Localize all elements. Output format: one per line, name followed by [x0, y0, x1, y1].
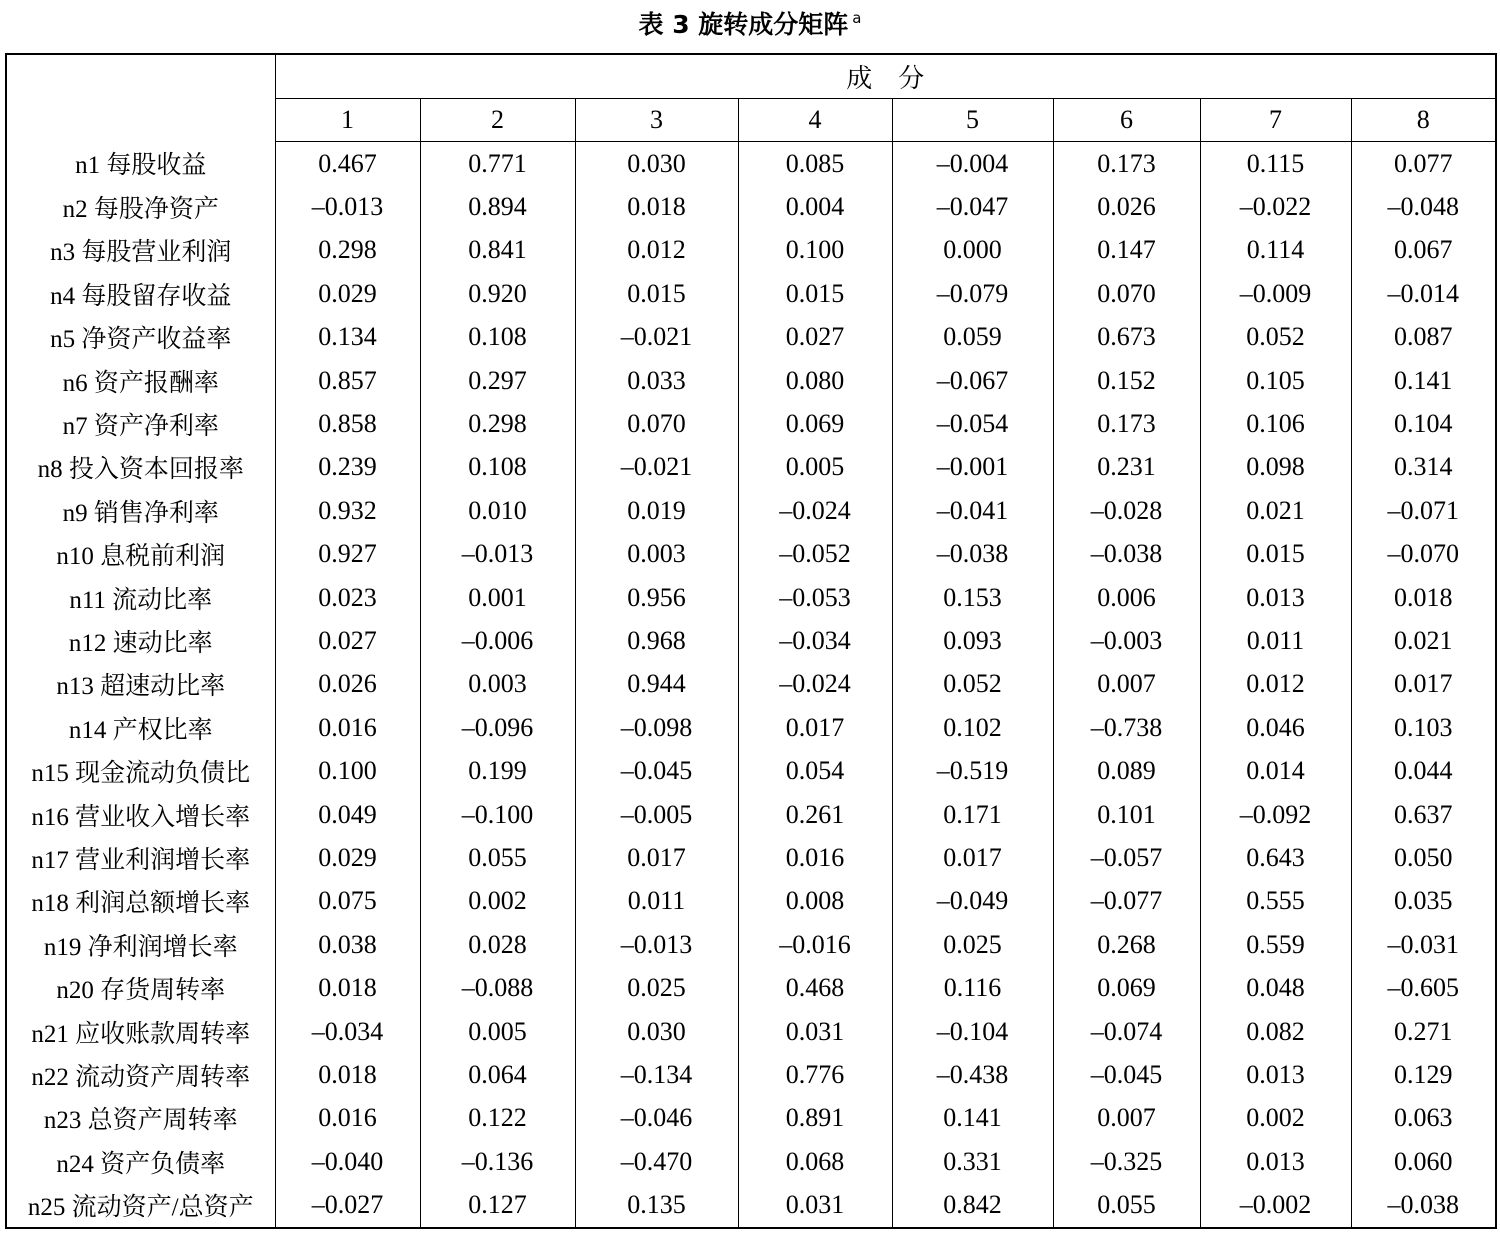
- loading-value-cell: 0.011: [1200, 619, 1351, 662]
- loading-value-cell: 0.114: [1200, 229, 1351, 272]
- loading-value-cell: 0.116: [892, 966, 1053, 1009]
- loading-value-cell: 0.035: [1351, 880, 1496, 923]
- column-header: 7: [1200, 99, 1351, 142]
- loading-value-cell: 0.055: [1053, 1183, 1200, 1227]
- row-label: n13 超速动比率: [56, 673, 226, 701]
- column-header: 2: [420, 99, 575, 142]
- loading-value-cell: 0.028: [420, 923, 575, 966]
- loading-value-cell: –0.013: [275, 185, 420, 228]
- loading-value-cell: 0.468: [738, 966, 892, 1009]
- loading-value-cell: –0.024: [738, 663, 892, 706]
- table-row: [6, 880, 1496, 923]
- column-header: 5: [892, 99, 1053, 142]
- loading-value-cell: 0.134: [275, 316, 420, 359]
- loading-value-cell: 0.268: [1053, 923, 1200, 966]
- loading-value-cell: 0.067: [1351, 229, 1496, 272]
- table-row: [6, 1010, 1496, 1053]
- loading-value-cell: 0.027: [275, 619, 420, 662]
- loading-value-cell: 0.135: [575, 1183, 738, 1227]
- row-label: n14 产权比率: [68, 716, 213, 744]
- loading-value-cell: –0.004: [892, 142, 1053, 186]
- loading-value-cell: 0.771: [420, 142, 575, 186]
- loading-value-cell: 0.082: [1200, 1010, 1351, 1053]
- loading-value-cell: 0.173: [1053, 142, 1200, 186]
- loading-value-cell: 0.894: [420, 185, 575, 228]
- loading-value-cell: 0.044: [1351, 749, 1496, 792]
- loading-value-cell: 0.030: [575, 1010, 738, 1053]
- loading-value-cell: 0.017: [892, 836, 1053, 879]
- loading-value-cell: –0.009: [1200, 272, 1351, 315]
- row-label: n21 应收账款周转率: [31, 1020, 251, 1048]
- loading-value-cell: 0.001: [420, 576, 575, 619]
- loading-value-cell: 0.017: [1351, 663, 1496, 706]
- loading-value-cell: 0.052: [1200, 316, 1351, 359]
- loading-value-cell: –0.325: [1053, 1140, 1200, 1183]
- loading-value-cell: 0.012: [575, 229, 738, 272]
- row-label: n10 息税前利润: [56, 543, 226, 571]
- loading-value-cell: 0.298: [275, 229, 420, 272]
- loading-value-cell: 0.055: [420, 836, 575, 879]
- table-body: [6, 142, 1496, 1228]
- loading-value-cell: 0.018: [275, 966, 420, 1009]
- loading-value-cell: 0.030: [575, 142, 738, 186]
- loading-value-cell: 0.152: [1053, 359, 1200, 402]
- loading-value-cell: –0.047: [892, 185, 1053, 228]
- loading-value-cell: –0.006: [420, 619, 575, 662]
- loading-value-cell: 0.013: [1200, 576, 1351, 619]
- loading-value-cell: 0.013: [1200, 1053, 1351, 1096]
- loading-value-cell: 0.005: [420, 1010, 575, 1053]
- loading-value-cell: 0.023: [275, 576, 420, 619]
- loading-value-cell: 0.927: [275, 533, 420, 576]
- loading-value-cell: 0.054: [738, 749, 892, 792]
- loading-value-cell: –0.021: [575, 446, 738, 489]
- loading-value-cell: –0.038: [1053, 533, 1200, 576]
- loading-value-cell: 0.059: [892, 316, 1053, 359]
- loading-value-cell: –0.054: [892, 402, 1053, 445]
- loading-value-cell: 0.002: [1200, 1097, 1351, 1140]
- loading-value-cell: 0.002: [420, 880, 575, 923]
- row-label: n3 每股营业利润: [50, 239, 232, 267]
- column-header: 4: [738, 99, 892, 142]
- row-label: n6 资产报酬率: [62, 369, 219, 397]
- loading-value-cell: 0.063: [1351, 1097, 1496, 1140]
- loading-value-cell: 0.004: [738, 185, 892, 228]
- loading-value-cell: 0.920: [420, 272, 575, 315]
- loading-value-cell: 0.070: [575, 402, 738, 445]
- loading-value-cell: –0.041: [892, 489, 1053, 532]
- loading-value-cell: 0.031: [738, 1183, 892, 1227]
- loading-value-cell: 0.052: [892, 663, 1053, 706]
- loading-value-cell: –0.057: [1053, 836, 1200, 879]
- loading-value-cell: 0.017: [738, 706, 892, 749]
- loading-value-cell: 0.555: [1200, 880, 1351, 923]
- loading-value-cell: –0.738: [1053, 706, 1200, 749]
- loading-value-cell: 0.018: [575, 185, 738, 228]
- loading-value-cell: –0.005: [575, 793, 738, 836]
- loading-value-cell: –0.027: [275, 1183, 420, 1227]
- loading-value-cell: 0.127: [420, 1183, 575, 1227]
- loading-value-cell: –0.031: [1351, 923, 1496, 966]
- row-label: n22 流动资产周转率: [31, 1063, 251, 1091]
- loading-value-cell: 0.098: [1200, 446, 1351, 489]
- loading-value-cell: –0.096: [420, 706, 575, 749]
- loading-value-cell: 0.103: [1351, 706, 1496, 749]
- loading-value-cell: 0.141: [892, 1097, 1053, 1140]
- loading-value-cell: 0.007: [1053, 663, 1200, 706]
- loading-value-cell: –0.092: [1200, 793, 1351, 836]
- loading-value-cell: –0.519: [892, 749, 1053, 792]
- loading-value-cell: –0.016: [738, 923, 892, 966]
- loading-value-cell: –0.605: [1351, 966, 1496, 1009]
- loading-value-cell: 0.147: [1053, 229, 1200, 272]
- loading-value-cell: 0.559: [1200, 923, 1351, 966]
- table-row: [6, 663, 1496, 706]
- loading-value-cell: –0.038: [892, 533, 1053, 576]
- table-row: [6, 185, 1496, 228]
- loading-value-cell: 0.261: [738, 793, 892, 836]
- loading-value-cell: 0.129: [1351, 1053, 1496, 1096]
- row-label: n19 净利润增长率: [43, 933, 238, 961]
- loading-value-cell: 0.173: [1053, 402, 1200, 445]
- loading-value-cell: 0.013: [1200, 1140, 1351, 1183]
- loading-value-cell: 0.075: [275, 880, 420, 923]
- loading-value-cell: 0.016: [275, 706, 420, 749]
- loading-value-cell: –0.077: [1053, 880, 1200, 923]
- loading-value-cell: 0.331: [892, 1140, 1053, 1183]
- loading-value-cell: 0.077: [1351, 142, 1496, 186]
- loading-value-cell: 0.021: [1351, 619, 1496, 662]
- row-label: n18 利润总额增长率: [31, 890, 251, 918]
- loading-value-cell: 0.122: [420, 1097, 575, 1140]
- loading-value-cell: 0.007: [1053, 1097, 1200, 1140]
- loading-value-cell: –0.046: [575, 1097, 738, 1140]
- loading-value-cell: 0.100: [738, 229, 892, 272]
- loading-value-cell: 0.046: [1200, 706, 1351, 749]
- row-label: n24 资产负债率: [56, 1150, 226, 1178]
- loading-value-cell: –0.038: [1351, 1183, 1496, 1227]
- loading-value-cell: 0.025: [892, 923, 1053, 966]
- loading-value-cell: 0.069: [1053, 966, 1200, 1009]
- column-header: 3: [575, 99, 738, 142]
- column-header: 6: [1053, 99, 1200, 142]
- loading-value-cell: 0.841: [420, 229, 575, 272]
- loading-value-cell: 0.070: [1053, 272, 1200, 315]
- loading-value-cell: 0.108: [420, 316, 575, 359]
- loading-value-cell: –0.049: [892, 880, 1053, 923]
- loading-value-cell: 0.064: [420, 1053, 575, 1096]
- loading-value-cell: 0.087: [1351, 316, 1496, 359]
- row-label: n2 每股净资产: [62, 196, 219, 224]
- table-row: [6, 706, 1496, 749]
- loading-value-cell: 0.018: [1351, 576, 1496, 619]
- loading-value-cell: 0.100: [275, 749, 420, 792]
- loading-value-cell: 0.858: [275, 402, 420, 445]
- table-row: [6, 316, 1496, 359]
- table-row: [6, 446, 1496, 489]
- loading-value-cell: –0.001: [892, 446, 1053, 489]
- table-title: [0, 0, 1500, 40]
- loading-value-cell: 0.105: [1200, 359, 1351, 402]
- loading-value-cell: 0.050: [1351, 836, 1496, 879]
- loading-value-cell: 0.025: [575, 966, 738, 1009]
- table-row: [6, 966, 1496, 1009]
- loading-value-cell: 0.199: [420, 749, 575, 792]
- table-header: [6, 54, 1496, 142]
- loading-value-cell: –0.438: [892, 1053, 1053, 1096]
- table-row: [6, 229, 1496, 272]
- loading-value-cell: 0.003: [420, 663, 575, 706]
- loading-value-cell: 0.016: [275, 1097, 420, 1140]
- loading-value-cell: 0.049: [275, 793, 420, 836]
- loading-value-cell: –0.053: [738, 576, 892, 619]
- loading-value-cell: –0.021: [575, 316, 738, 359]
- row-label: n17 营业利润增长率: [31, 846, 251, 874]
- loading-value-cell: –0.022: [1200, 185, 1351, 228]
- loading-value-cell: 0.031: [738, 1010, 892, 1053]
- loading-value-cell: –0.040: [275, 1140, 420, 1183]
- loading-value-cell: –0.088: [420, 966, 575, 1009]
- loading-value-cell: 0.956: [575, 576, 738, 619]
- loading-value-cell: –0.100: [420, 793, 575, 836]
- loading-value-cell: –0.074: [1053, 1010, 1200, 1053]
- table-row: [6, 142, 1496, 186]
- loading-value-cell: –0.104: [892, 1010, 1053, 1053]
- loading-value-cell: 0.080: [738, 359, 892, 402]
- row-label: n9 销售净利率: [62, 499, 219, 527]
- loading-value-cell: –0.024: [738, 489, 892, 532]
- row-label: n11 流动比率: [69, 586, 213, 614]
- loading-value-cell: 0.085: [738, 142, 892, 186]
- loading-value-cell: 0.018: [275, 1053, 420, 1096]
- table-row: [6, 836, 1496, 879]
- loading-value-cell: 0.298: [420, 402, 575, 445]
- loading-value-cell: 0.108: [420, 446, 575, 489]
- loading-value-cell: 0.019: [575, 489, 738, 532]
- loading-value-cell: 0.015: [575, 272, 738, 315]
- table-row: [6, 272, 1496, 315]
- loading-value-cell: 0.011: [575, 880, 738, 923]
- loading-value-cell: –0.136: [420, 1140, 575, 1183]
- loading-value-cell: 0.101: [1053, 793, 1200, 836]
- row-label: n23 总资产周转率: [43, 1107, 238, 1135]
- rotated-component-matrix-table: [5, 53, 1497, 1229]
- loading-value-cell: 0.026: [1053, 185, 1200, 228]
- column-header: 1: [275, 99, 420, 142]
- loading-value-cell: 0.000: [892, 229, 1053, 272]
- loading-value-cell: –0.013: [420, 533, 575, 576]
- loading-value-cell: –0.034: [738, 619, 892, 662]
- row-label: n7 资产净利率: [62, 413, 219, 441]
- loading-value-cell: 0.016: [738, 836, 892, 879]
- loading-value-cell: 0.005: [738, 446, 892, 489]
- loading-value-cell: 0.038: [275, 923, 420, 966]
- loading-value-cell: 0.012: [1200, 663, 1351, 706]
- loading-value-cell: 0.089: [1053, 749, 1200, 792]
- loading-value-cell: 0.027: [738, 316, 892, 359]
- loading-value-cell: –0.098: [575, 706, 738, 749]
- loading-value-cell: –0.028: [1053, 489, 1200, 532]
- loading-value-cell: –0.003: [1053, 619, 1200, 662]
- column-header: 8: [1351, 99, 1496, 142]
- loading-value-cell: 0.153: [892, 576, 1053, 619]
- loading-value-cell: 0.637: [1351, 793, 1496, 836]
- loading-value-cell: 0.068: [738, 1140, 892, 1183]
- loading-value-cell: –0.071: [1351, 489, 1496, 532]
- loading-value-cell: 0.014: [1200, 749, 1351, 792]
- loading-value-cell: 0.297: [420, 359, 575, 402]
- row-label: n5 净资产收益率: [50, 326, 232, 354]
- component-group-header: 成 分: [275, 54, 1496, 99]
- table-row: [6, 1183, 1496, 1227]
- loading-value-cell: 0.093: [892, 619, 1053, 662]
- row-label: n4 每股留存收益: [50, 282, 232, 310]
- loading-value-cell: 0.944: [575, 663, 738, 706]
- row-label: n16 营业收入增长率: [31, 803, 251, 831]
- loading-value-cell: 0.271: [1351, 1010, 1496, 1053]
- loading-value-cell: 0.891: [738, 1097, 892, 1140]
- loading-value-cell: 0.033: [575, 359, 738, 402]
- loading-value-cell: 0.776: [738, 1053, 892, 1096]
- table-row: [6, 923, 1496, 966]
- table-row: [6, 1097, 1496, 1140]
- loading-value-cell: 0.115: [1200, 142, 1351, 186]
- loading-value-cell: –0.002: [1200, 1183, 1351, 1227]
- table-row: [6, 1053, 1496, 1096]
- loading-value-cell: –0.013: [575, 923, 738, 966]
- loading-value-cell: 0.021: [1200, 489, 1351, 532]
- loading-value-cell: 0.060: [1351, 1140, 1496, 1183]
- loading-value-cell: –0.079: [892, 272, 1053, 315]
- table-row: [6, 619, 1496, 662]
- loading-value-cell: 0.102: [892, 706, 1053, 749]
- loading-value-cell: 0.006: [1053, 576, 1200, 619]
- loading-value-cell: –0.070: [1351, 533, 1496, 576]
- table-row: [6, 1140, 1496, 1183]
- table-row: [6, 359, 1496, 402]
- loading-value-cell: 0.673: [1053, 316, 1200, 359]
- row-label: n1 每股收益: [75, 152, 207, 180]
- loading-value-cell: 0.048: [1200, 966, 1351, 1009]
- loading-value-cell: 0.643: [1200, 836, 1351, 879]
- loading-value-cell: 0.932: [275, 489, 420, 532]
- row-label: n8 投入资本回报率: [37, 456, 244, 484]
- loading-value-cell: 0.015: [738, 272, 892, 315]
- loading-value-cell: 0.017: [575, 836, 738, 879]
- header-corner-cell: [6, 54, 275, 142]
- loading-value-cell: 0.239: [275, 446, 420, 489]
- loading-value-cell: 0.106: [1200, 402, 1351, 445]
- loading-value-cell: 0.029: [275, 836, 420, 879]
- table-row: [6, 793, 1496, 836]
- row-label: n15 现金流动负债比: [31, 760, 251, 788]
- loading-value-cell: –0.014: [1351, 272, 1496, 315]
- table-row: [6, 533, 1496, 576]
- row-label: n25 流动资产/总资产: [27, 1194, 254, 1222]
- title-superscript: a: [852, 9, 862, 27]
- loading-value-cell: 0.010: [420, 489, 575, 532]
- table-row: [6, 489, 1496, 532]
- loading-value-cell: 0.314: [1351, 446, 1496, 489]
- loading-value-cell: –0.052: [738, 533, 892, 576]
- row-label: n12 速动比率: [68, 629, 213, 657]
- header-group-row: [6, 54, 1496, 99]
- loading-value-cell: 0.968: [575, 619, 738, 662]
- loading-value-cell: 0.069: [738, 402, 892, 445]
- loading-value-cell: 0.857: [275, 359, 420, 402]
- loading-value-cell: –0.045: [1053, 1053, 1200, 1096]
- loading-value-cell: –0.045: [575, 749, 738, 792]
- loading-value-cell: –0.067: [892, 359, 1053, 402]
- loading-value-cell: 0.015: [1200, 533, 1351, 576]
- table-row: [6, 576, 1496, 619]
- loading-value-cell: 0.171: [892, 793, 1053, 836]
- loading-value-cell: 0.029: [275, 272, 420, 315]
- loading-value-cell: 0.003: [575, 533, 738, 576]
- loading-value-cell: –0.134: [575, 1053, 738, 1096]
- loading-value-cell: 0.842: [892, 1183, 1053, 1227]
- loading-value-cell: 0.231: [1053, 446, 1200, 489]
- row-label: n20 存货周转率: [56, 977, 226, 1005]
- loading-value-cell: –0.034: [275, 1010, 420, 1053]
- loading-value-cell: –0.470: [575, 1140, 738, 1183]
- loading-value-cell: 0.104: [1351, 402, 1496, 445]
- table-row: [6, 749, 1496, 792]
- loading-value-cell: –0.048: [1351, 185, 1496, 228]
- loading-value-cell: 0.141: [1351, 359, 1496, 402]
- loading-value-cell: 0.026: [275, 663, 420, 706]
- loading-value-cell: 0.008: [738, 880, 892, 923]
- loading-value-cell: 0.467: [275, 142, 420, 186]
- table-row: [6, 402, 1496, 445]
- table-title-text: 表 3 旋转成分矩阵: [638, 10, 849, 39]
